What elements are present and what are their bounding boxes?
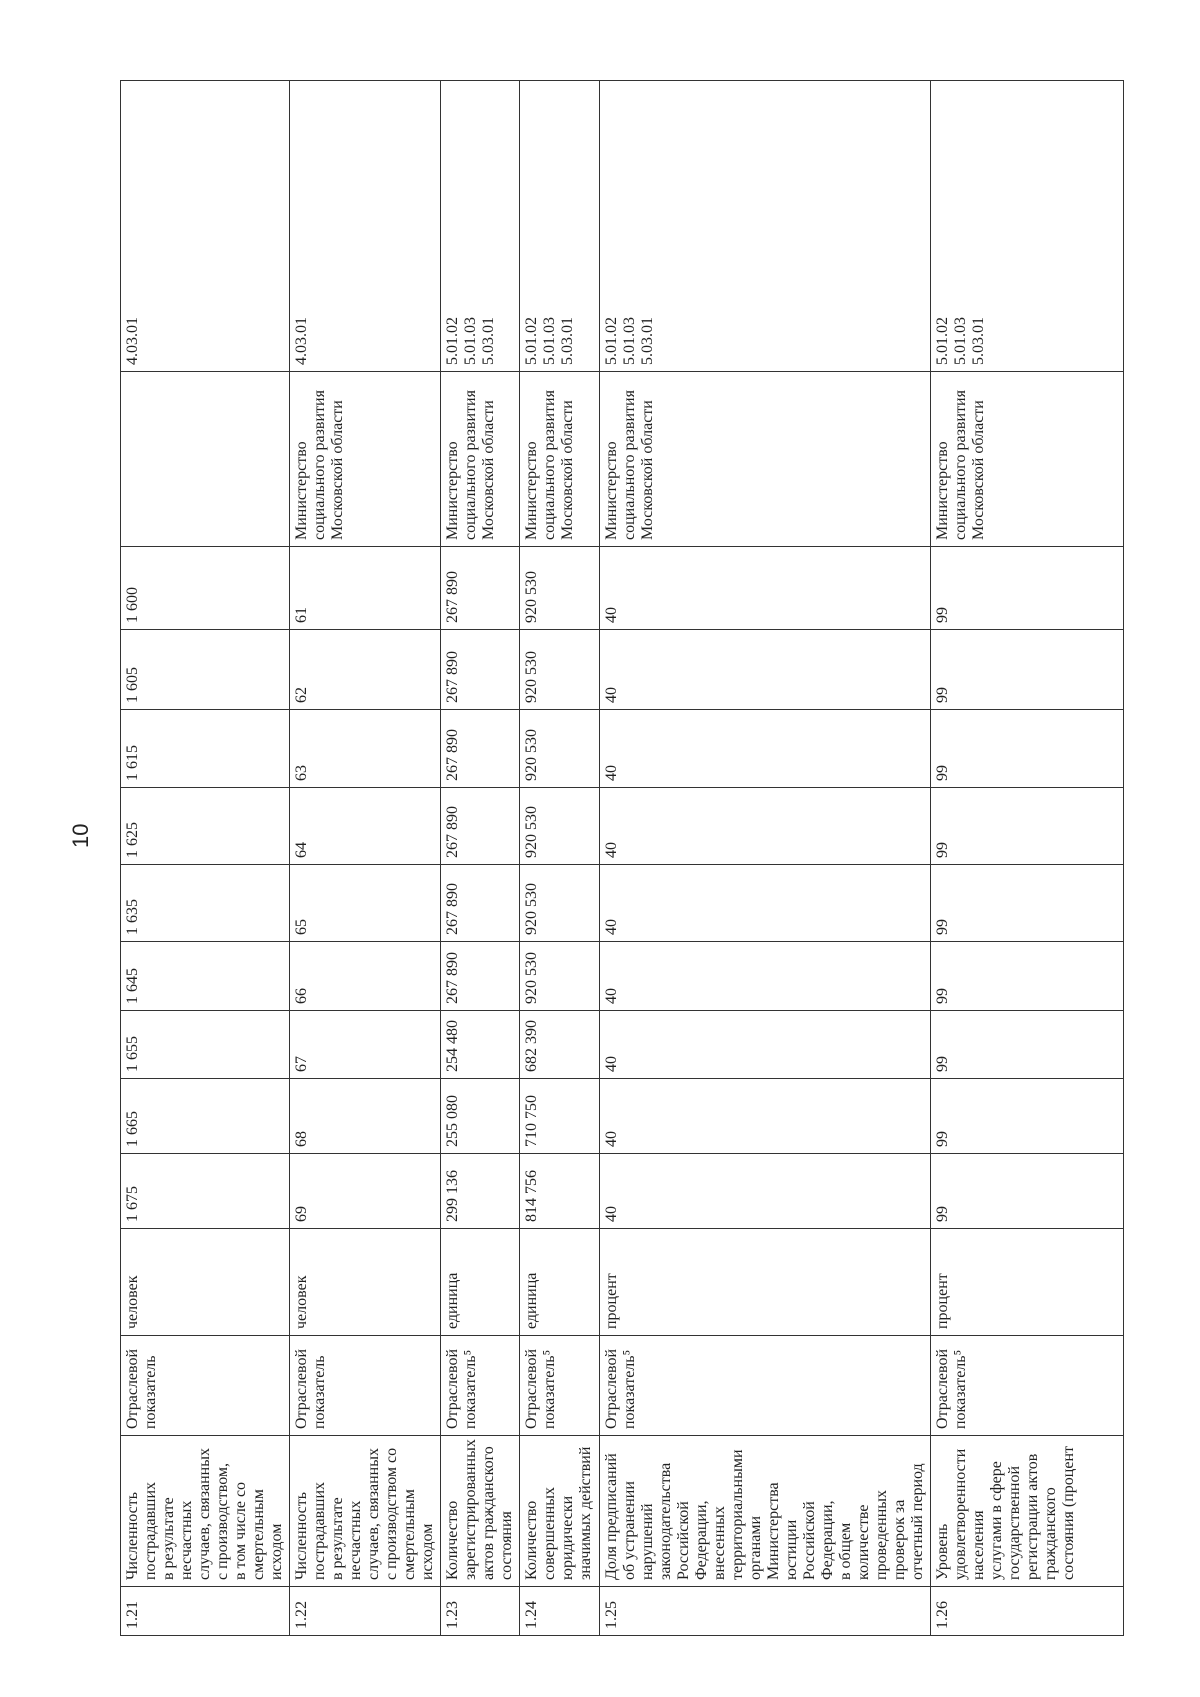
value: 40	[600, 865, 931, 942]
row-number: 1.21	[121, 1587, 290, 1636]
ministry: Министерство социального развития Московской области	[520, 372, 600, 547]
value: 267 890	[441, 788, 520, 865]
row-number: 1.23	[441, 1587, 520, 1636]
value: 65	[290, 865, 441, 942]
header-value: 1 665	[121, 1079, 290, 1154]
indicator-name: Численность пострадавших в результате несчастных случаев, связанных с производством со смертельным исходом	[290, 1436, 441, 1587]
value: 40	[600, 1154, 931, 1229]
value: 99	[931, 1079, 1124, 1154]
value: 61	[290, 547, 441, 630]
value: 920 530	[520, 865, 600, 942]
table-row	[931, 81, 1124, 1636]
value: 267 890	[441, 710, 520, 788]
unit: человек	[121, 1229, 290, 1336]
row-number: 1.25	[600, 1587, 931, 1636]
row-number: 1.26	[931, 1587, 1124, 1636]
ministry	[121, 372, 290, 547]
rotated-table-container	[120, 81, 1077, 1636]
indicator-type: Отраслевой показатель⁵	[600, 1336, 931, 1436]
value: 920 530	[520, 942, 600, 1011]
unit: процент	[931, 1229, 1124, 1336]
value: 69	[290, 1154, 441, 1229]
indicator-type: Отраслевой показатель⁵	[520, 1336, 600, 1436]
value: 254 480	[441, 1011, 520, 1079]
indicator-name: Численность пострадавших в результате несчастных случаев, связанных с производством, в том числе со смертельным исходом	[121, 1436, 290, 1587]
code: 5.01.02 5.01.03 5.03.01	[931, 81, 1124, 372]
unit: человек	[290, 1229, 441, 1336]
value: 40	[600, 1079, 931, 1154]
indicators-table	[120, 80, 1124, 1636]
indicator-name: Количество совершенных юридически значимых действий	[520, 1436, 600, 1587]
code: 4.03.01	[290, 81, 441, 372]
indicator-type: Отраслевой показатель⁵	[931, 1336, 1124, 1436]
value: 920 530	[520, 710, 600, 788]
code: 5.01.02 5.01.03 5.03.01	[441, 81, 520, 372]
value: 62	[290, 630, 441, 710]
header-value: 1 605	[121, 630, 290, 710]
value: 40	[600, 547, 931, 630]
indicator-type: Отраслевой показатель⁵	[441, 1336, 520, 1436]
page-number: 10	[68, 823, 93, 848]
row-number: 1.24	[520, 1587, 600, 1636]
value: 267 890	[441, 547, 520, 630]
unit: процент	[600, 1229, 931, 1336]
table-row	[441, 81, 520, 1636]
table-row	[600, 81, 931, 1636]
header-value: 1 675	[121, 1154, 290, 1229]
value: 920 530	[520, 788, 600, 865]
code: 5.01.02 5.01.03 5.03.01	[520, 81, 600, 372]
value: 267 890	[441, 942, 520, 1011]
value: 68	[290, 1079, 441, 1154]
ministry: Министерство социального развития Московской области	[290, 372, 441, 547]
value: 99	[931, 865, 1124, 942]
value: 267 890	[441, 865, 520, 942]
value: 99	[931, 1154, 1124, 1229]
indicator-name: Доля предписаний об устранении нарушений законодательства Российской Федерации, внесенных территориальными органами Министерства юстиции Российской Федерации, в общем количестве проведенных проверок за отчетный период	[600, 1436, 931, 1587]
header-value: 1 615	[121, 710, 290, 788]
value: 40	[600, 942, 931, 1011]
value: 64	[290, 788, 441, 865]
value: 299 136	[441, 1154, 520, 1229]
value: 814 756	[520, 1154, 600, 1229]
table-row	[520, 81, 600, 1636]
value: 99	[931, 630, 1124, 710]
table-row	[290, 81, 441, 1636]
ministry: Министерство социального развития Московской области	[441, 372, 520, 547]
header-value: 1 635	[121, 865, 290, 942]
indicator-type: Отраслевой показатель	[290, 1336, 441, 1436]
value: 67	[290, 1011, 441, 1079]
ministry: Министерство социального развития Московской области	[931, 372, 1124, 547]
value: 40	[600, 1011, 931, 1079]
value: 920 530	[520, 630, 600, 710]
header-value: 1 655	[121, 1011, 290, 1079]
value: 66	[290, 942, 441, 1011]
indicator-type: Отраслевой показатель	[121, 1336, 290, 1436]
code: 4.03.01	[121, 81, 290, 372]
header-value: 1 625	[121, 788, 290, 865]
value: 40	[600, 710, 931, 788]
value: 99	[931, 1011, 1124, 1079]
value: 255 080	[441, 1079, 520, 1154]
indicator-name: Количество зарегистрированных актов гражданского состояния	[441, 1436, 520, 1587]
value: 40	[600, 788, 931, 865]
value: 267 890	[441, 630, 520, 710]
value: 99	[931, 942, 1124, 1011]
code: 5.01.02 5.01.03 5.03.01	[600, 81, 931, 372]
row-number: 1.22	[290, 1587, 441, 1636]
ministry: Министерство социального развития Московской области	[600, 372, 931, 547]
value: 40	[600, 630, 931, 710]
value: 99	[931, 710, 1124, 788]
value: 99	[931, 788, 1124, 865]
header-value: 1 645	[121, 942, 290, 1011]
unit: единица	[441, 1229, 520, 1336]
value: 920 530	[520, 547, 600, 630]
unit: единица	[520, 1229, 600, 1336]
value: 710 750	[520, 1079, 600, 1154]
header-value: 1 600	[121, 547, 290, 630]
table-row	[121, 81, 290, 1636]
value: 682 390	[520, 1011, 600, 1079]
value: 99	[931, 547, 1124, 630]
value: 63	[290, 710, 441, 788]
indicator-name: Уровень удовлетворенности населения услугами в сфере государственной регистрации актов гражданского состояния (процент	[931, 1436, 1124, 1587]
